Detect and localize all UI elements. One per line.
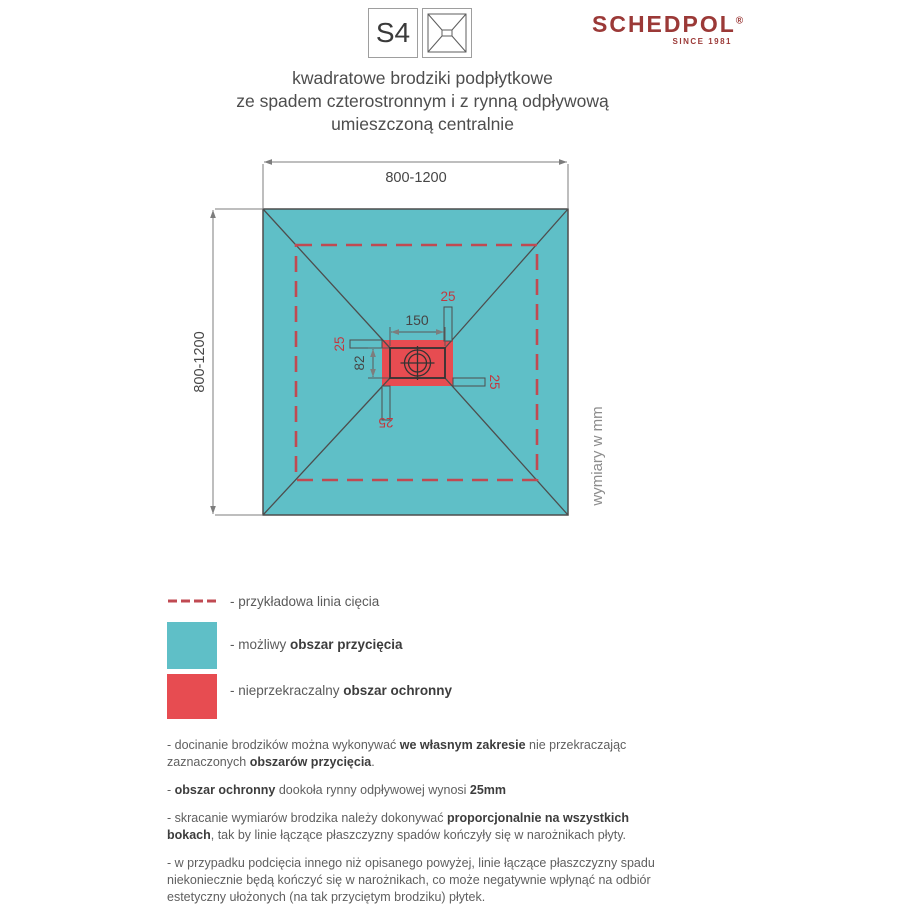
legend-cut-line-swatch <box>168 598 218 604</box>
legend-protection-area-label: - nieprzekraczalny obszar ochronny <box>230 683 453 698</box>
legend-trim-area-swatch <box>167 622 217 669</box>
tray-technical-diagram <box>160 148 640 560</box>
registered-mark: ® <box>735 15 744 27</box>
margin-label-right: 25 <box>487 374 502 390</box>
title-line-3: umieszczoną centralnie <box>331 114 514 134</box>
dimension-width-label: 800-1200 <box>385 170 447 186</box>
dimension-height <box>213 209 262 515</box>
dimension-height-label: 800-1200 <box>192 331 208 393</box>
note-protection-zone: - obszar ochronny dookoła rynny odpływowej wynosi 25mm <box>167 783 507 797</box>
tray-icon-svg <box>427 13 467 53</box>
tray-top-view-icon <box>422 8 472 58</box>
legend-trim-area-label: - możliwy obszar przycięcia <box>230 637 403 652</box>
note-other-cuts: - w przypadku podcięcia innego niż opisanego powyżej, linie łączące płaszczyzny spadu niekoniecznie będą kończyć się w narożnikach, co może negatywnie wpłynąć na odbiór estetyczny ułożonych (na tak przyciętym brodziku) płytek. <box>167 856 655 904</box>
legend-protection-area-swatch <box>167 674 217 719</box>
title-line-2: ze spadem czterostronnym i z rynną odpływową <box>236 91 609 111</box>
page-title <box>0 67 845 136</box>
note-trimming: - docinanie brodzików można wykonywać we własnym zakresie nie przekraczając zaznaczonych obszarów przycięcia. <box>167 738 627 769</box>
title-line-1: kwadratowe brodziki podpłytkowe <box>292 68 553 88</box>
units-note: wymiary w mm <box>589 406 606 506</box>
logo-name: SCHEDPOL® <box>592 11 744 37</box>
margin-label-bottom: 25 <box>378 415 394 430</box>
dimension-channel-height-label: 82 <box>352 355 367 371</box>
dimension-channel-width-label: 150 <box>405 312 429 328</box>
logo-tagline: SINCE 1981 <box>672 37 732 46</box>
model-code-box <box>368 8 418 58</box>
notes-block <box>167 737 669 917</box>
legend-cut-line-label: - przykładowa linia cięcia <box>230 594 380 609</box>
note-proportional-cut: - skracanie wymiarów brodzika należy dokonywać proporcjonalnie na wszystkich bokach, tak by linie łączące płaszczyzny spadów kończyły się w narożnikach płyty. <box>167 811 629 842</box>
model-code: S4 <box>375 17 411 48</box>
schedpol-logo <box>592 13 742 46</box>
margin-label-top: 25 <box>440 289 456 304</box>
margin-label-left: 25 <box>332 336 347 352</box>
